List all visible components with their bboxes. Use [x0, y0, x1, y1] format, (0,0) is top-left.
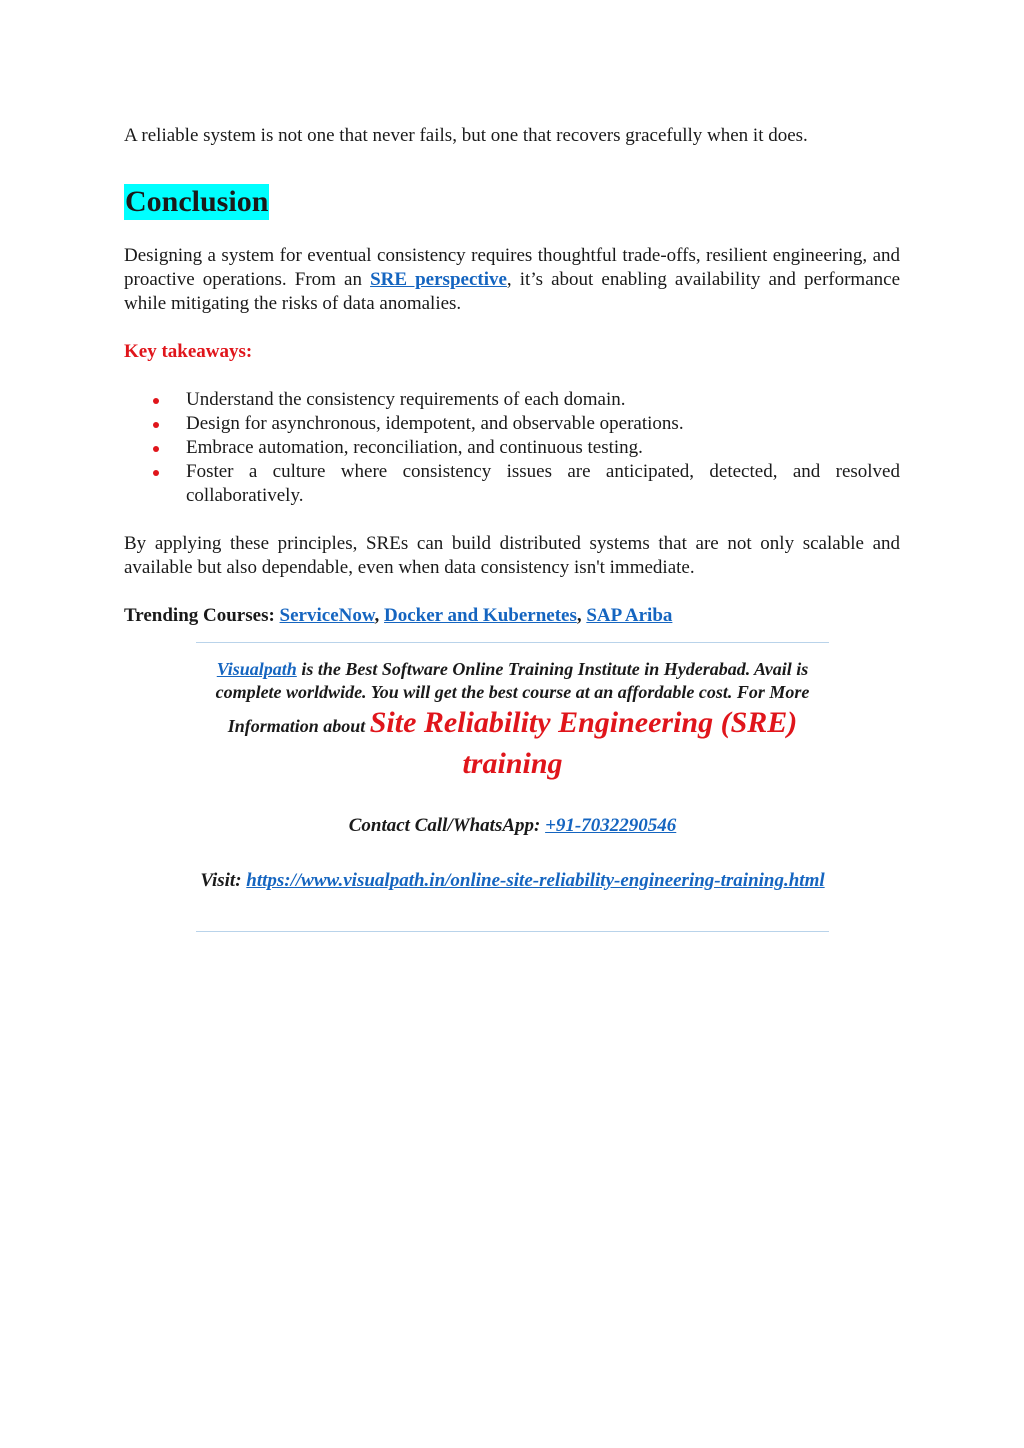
list-item-text: Design for asynchronous, idempotent, and observable operations.: [186, 413, 684, 434]
applying-paragraph: By applying these principles, SREs can build distributed systems that are not only scalable and available but also dependable, even when data consistency isn't immediate.: [124, 533, 900, 578]
key-takeaways-list: [124, 388, 900, 508]
contact-label: Contact Call/WhatsApp:: [348, 815, 546, 836]
list-item: [124, 412, 900, 436]
visualpath-link[interactable]: Visualpath: [216, 659, 297, 679]
separator: ,: [374, 605, 380, 626]
course-title: Site Reliability Engineering (SRE) training: [369, 706, 798, 780]
bullet-icon: [153, 422, 159, 428]
phone-link[interactable]: +91-7032290546: [545, 815, 677, 836]
promo-box: [196, 642, 829, 932]
contact-line: [196, 814, 829, 838]
visit-line: [196, 868, 829, 893]
trending-courses: [124, 604, 900, 628]
course-link-servicenow[interactable]: ServiceNow: [279, 605, 375, 626]
course-link-docker-kubernetes[interactable]: Docker and Kubernetes: [384, 605, 577, 626]
list-item-text: Embrace automation, reconciliation, and continuous testing.: [186, 437, 643, 458]
intro-paragraph: A reliable system is not one that never fails, but one that recovers gracefully when it does.: [124, 125, 808, 146]
course-link-sap-ariba[interactable]: SAP Ariba: [586, 605, 673, 626]
visit-label: Visit:: [200, 870, 247, 891]
separator: ,: [576, 605, 582, 626]
bullet-icon: [153, 470, 159, 476]
list-item: [124, 388, 900, 412]
bullet-icon: [153, 398, 159, 404]
conclusion-text-end: , it’s about enabling availability and performance while mitigating the risks of data anomalies.: [124, 269, 900, 314]
trending-label: Trending Courses:: [124, 605, 275, 626]
list-item-text: Understand the consistency requirements of each domain.: [186, 389, 626, 410]
conclusion-paragraph: [124, 244, 900, 316]
key-takeaways-title: Key takeaways:: [124, 341, 253, 362]
document-page: [124, 124, 900, 628]
conclusion-text-start: Designing a system for eventual consistency requires thoughtful trade-offs, resilient engineering, and proactive operations. From an: [124, 245, 900, 290]
promo-info-line: [196, 704, 829, 786]
list-item: [124, 436, 900, 460]
conclusion-heading: Conclusion: [125, 185, 269, 218]
bullet-icon: [153, 446, 159, 452]
promo-text: is the Best Software Online Training Institute in Hyderabad. Avail is complete worldwide. You will get the best course at an affordable cost. For More: [215, 659, 810, 702]
sre-perspective-link[interactable]: SRE perspective: [370, 269, 507, 290]
website-link[interactable]: https://www.visualpath.in/online-site-reliability-engineering-training.html: [246, 870, 825, 891]
promo-description: [196, 658, 829, 704]
list-item: [124, 460, 900, 508]
list-item-text: Foster a culture where consistency issues are anticipated, detected, and resolved collaboratively.: [186, 461, 900, 506]
info-label: Information about: [227, 716, 370, 736]
